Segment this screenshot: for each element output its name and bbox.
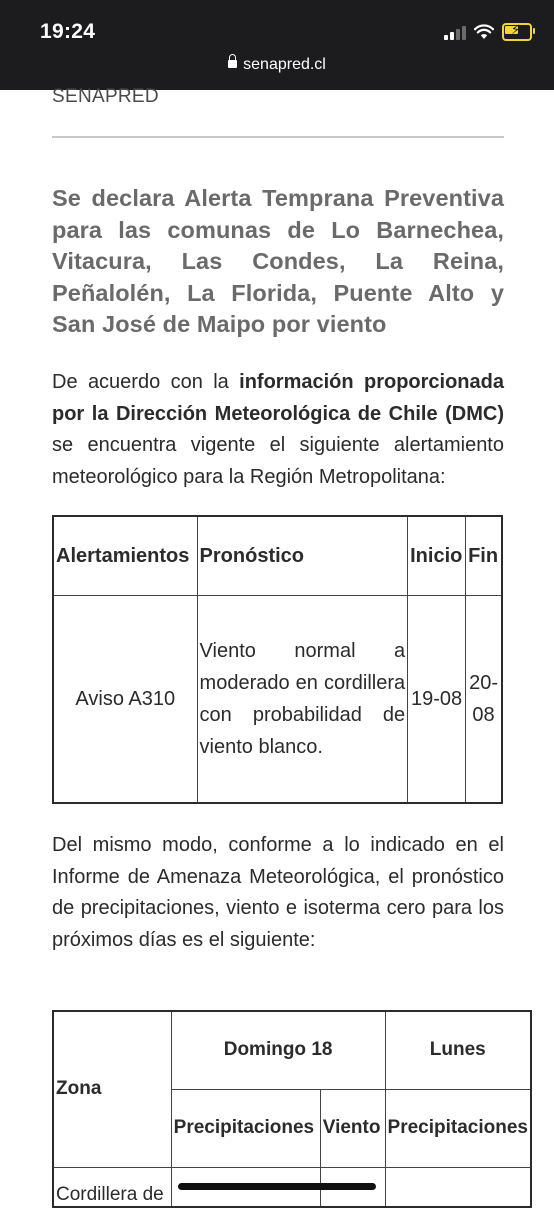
- cellular-signal-icon: [444, 24, 466, 40]
- alert-headline: Se declara Alerta Temprana Preventiva para las comunas de Lo Barnechea, Vitacura, Las Condes, La Reina, Peñalolén, La Florida, Puente Alto y San José de Maipo por viento: [52, 185, 504, 337]
- forecast-intro-paragraph: Del mismo modo, conforme a lo indicado en el Informe de Amenaza Meteorológica, el pronóstico de precipitaciones, viento e isoterma cero para los próximos días es el siguiente:: [52, 834, 504, 951]
- subheader-precip-1: Precipitaciones: [171, 1089, 320, 1167]
- end-date-cell: 20-08: [466, 596, 502, 804]
- header-fin: Fin: [466, 516, 502, 596]
- forecast-cell: Viento normal a moderado en cordillera con probabilidad de viento blanco.: [197, 596, 408, 804]
- forecast-table: [52, 1010, 532, 1208]
- header-day2: Lunes: [385, 1011, 531, 1089]
- header-pronostico: Pronóstico: [197, 516, 408, 596]
- header-day1: Domingo 18: [171, 1011, 385, 1089]
- intro-paragraph: [52, 367, 504, 493]
- home-indicator[interactable]: [178, 1183, 376, 1190]
- alert-table: [52, 515, 503, 804]
- url-text: senapred.cl: [243, 56, 326, 73]
- header-alertamientos: Alertamientos: [53, 516, 197, 596]
- start-date-cell: 19-08: [408, 596, 466, 804]
- lock-icon: [228, 60, 237, 68]
- divider: [52, 136, 504, 138]
- zone-cell: Cordillera de: [53, 1167, 171, 1207]
- header-zona: Zona: [53, 1011, 171, 1167]
- intro-text-post: se encuentra vigente el siguiente alertamiento meteorológico para la Región Metropolitana:: [52, 434, 504, 488]
- alert-table-header-row: [53, 516, 502, 596]
- subheader-precip-2: Precipitaciones: [385, 1089, 531, 1167]
- wifi-icon: [474, 24, 494, 40]
- org-label: SENAPRED: [52, 86, 159, 107]
- address-bar[interactable]: [0, 56, 554, 74]
- subheader-viento: Viento: [320, 1089, 385, 1167]
- browser-top-bar: [0, 0, 554, 90]
- status-icons: [444, 20, 532, 44]
- table-row: [53, 596, 502, 804]
- header-inicio: Inicio: [408, 516, 466, 596]
- intro-text-source: información proporcionada por la Dirección Meteorológica de Chile (DMC): [52, 371, 504, 425]
- battery-charging-icon: ⚡: [502, 23, 532, 41]
- intro-text-pre: De acuerdo con la: [52, 371, 240, 393]
- status-time: 19:24: [40, 20, 96, 43]
- alert-name-cell: Aviso A310: [53, 596, 197, 804]
